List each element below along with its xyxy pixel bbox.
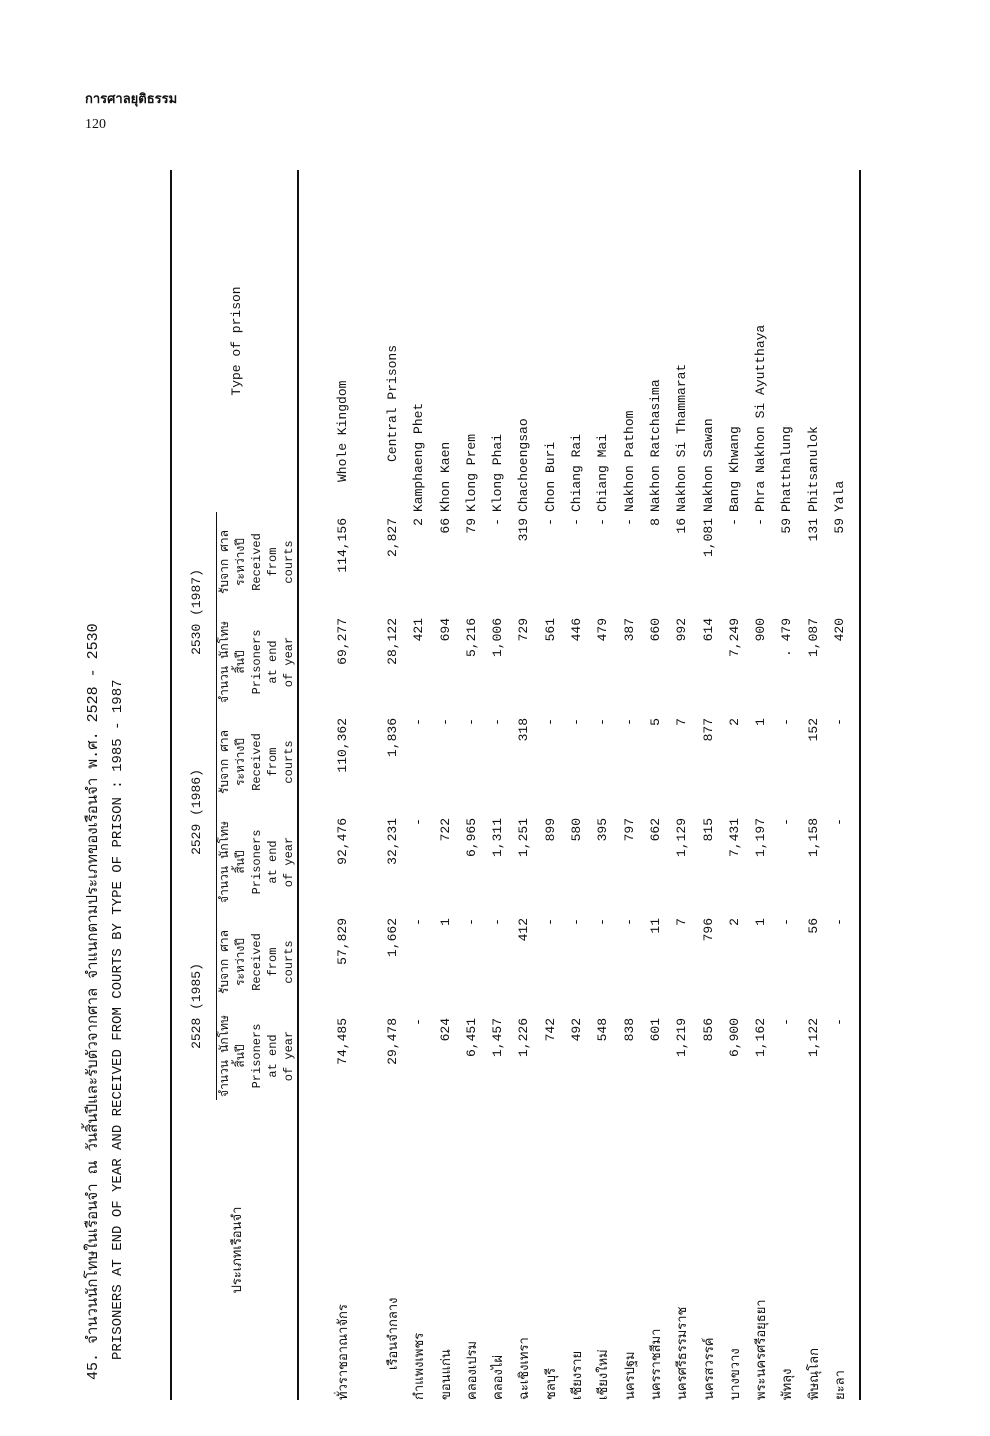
table-cell: 2,827 [384, 518, 400, 558]
group-label-english: Central Prisons [384, 344, 400, 462]
table-cell: 1,836 [384, 718, 400, 758]
table-cell: 5,216 [463, 618, 479, 658]
row-label-english: Phatthalung [779, 426, 795, 512]
table-cell: 16 [674, 518, 690, 534]
table-cell: - [411, 818, 427, 826]
table-cell: 387 [621, 618, 637, 642]
table-cell: - [542, 918, 558, 926]
table-cell: 1,662 [384, 918, 400, 958]
table-cell: 742 [542, 1018, 558, 1042]
table-cell: 815 [700, 818, 716, 842]
table-cell: - [569, 918, 585, 926]
table-cell: 992 [674, 618, 690, 642]
table-cell: - [831, 918, 847, 926]
table-cell: 614 [700, 618, 716, 642]
table-cell: 548 [595, 1018, 611, 1042]
table-cell: 1,219 [674, 1018, 690, 1058]
table-cell: 900 [753, 618, 769, 642]
table-cell: 1,081 [700, 518, 716, 558]
table-cell: 1,006 [490, 618, 506, 658]
row-label-english: Kamphaeng Phet [411, 402, 427, 512]
table-cell: 319 [516, 518, 532, 542]
table-cell: 74,485 [334, 1018, 350, 1065]
table-cell: 1 [437, 918, 453, 926]
table-cell: 561 [542, 618, 558, 642]
header-type-english: Type of prison [229, 286, 244, 396]
table-row [590, 170, 616, 1400]
total-row [329, 170, 355, 1400]
row-label-thai: เชียงใหม่ [596, 1349, 612, 1400]
table-row [800, 170, 826, 1400]
row-label-english: Phitsanulok [805, 426, 821, 512]
table-cell: 79 [463, 518, 479, 534]
row-label-english: Bang Khwang [726, 426, 742, 512]
table-cell: 1,457 [490, 1018, 506, 1058]
table-cell: - [831, 718, 847, 726]
table-cell: 395 [595, 818, 611, 842]
table-row [695, 170, 721, 1400]
table-cell: - [490, 518, 506, 526]
table-cell: 601 [647, 1018, 663, 1042]
table-cell: 694 [437, 618, 453, 642]
row-label-thai: พัทลุง [780, 1368, 796, 1400]
table-cell: 56 [805, 918, 821, 934]
table-cell: 1 [753, 718, 769, 726]
row-label-thai: บางขวาง [727, 1348, 743, 1400]
table-row [747, 170, 773, 1400]
header-year-1987: 2530 (1987) [176, 512, 217, 712]
table-cell: 131 [805, 518, 821, 542]
table-cell: - [411, 1018, 427, 1026]
table-cell: 797 [621, 818, 637, 842]
subheader-received-1986: รับจาก ศาล ระหว่างปี Received from courts [218, 730, 296, 795]
table-cell: 8 [647, 518, 663, 526]
table-cell: - [490, 718, 506, 726]
table-cell: 69,277 [334, 618, 350, 665]
prisoners-table [176, 170, 861, 1400]
header-type-thai: ประเภทเรือนจำ [230, 1206, 245, 1294]
row-label-english: Chon Buri [542, 441, 558, 512]
table-cell: 92,476 [334, 818, 350, 865]
subheader-prisoners-1986: จำนวน นักโทษ สิ้นปี Prisoners at end of year [218, 821, 296, 903]
table-cell: - [542, 518, 558, 526]
table-row [721, 170, 747, 1400]
row-label-english: Nakhon Ratchasima [647, 379, 663, 512]
row-label-english: Nakhon Sawan [700, 418, 716, 512]
table-cell: 1,129 [674, 818, 690, 858]
table-cell: 114,156 [334, 518, 350, 573]
row-label-thai: คลองไผ่ [491, 1355, 507, 1400]
table-cell: 5 [647, 718, 663, 726]
page-header: การศาลยุติธรรม [85, 91, 178, 106]
table-cell: 7,249 [726, 618, 742, 658]
table-cell: 1 [753, 918, 769, 926]
table-cell: - [779, 1018, 795, 1026]
table-row [484, 170, 510, 1400]
table-cell: 6,451 [463, 1018, 479, 1058]
table-row [826, 170, 852, 1400]
subheader-prisoners-1985: จำนวน นักโทษ สิ้นปี Prisoners at end of year [218, 1015, 296, 1097]
table-body [298, 170, 860, 1400]
table-row [616, 170, 642, 1400]
table-cell: 110,362 [334, 718, 350, 773]
table-cell: 446 [569, 618, 585, 642]
row-label-thai: นครศรีธรรมราช [675, 1306, 691, 1400]
table-cell: 6,965 [463, 818, 479, 858]
table-row [458, 170, 484, 1400]
table-cell: - [779, 918, 795, 926]
table-cell: 1,087 [805, 618, 821, 658]
row-label-english: Yala [831, 480, 847, 512]
table-cell: 1,158 [805, 818, 821, 858]
table-number: 45. [85, 1352, 102, 1380]
table-cell: - [595, 718, 611, 726]
table-cell: 59 [831, 518, 847, 534]
row-label-english: Chiang Mai [595, 433, 611, 512]
table-cell: - [411, 718, 427, 726]
row-label-english: Klong Phai [490, 433, 506, 512]
table-cell: 838 [621, 1018, 637, 1042]
table-cell: 877 [700, 718, 716, 742]
table-cell: 662 [647, 818, 663, 842]
header-year-1986: 2529 (1986) [176, 712, 217, 912]
table-cell: 11 [647, 918, 663, 934]
page-number: 120 [85, 117, 106, 132]
table-cell: - [490, 918, 506, 926]
rotated-table-region [80, 170, 960, 1400]
table-cell: 722 [437, 818, 453, 842]
table-cell: 1,226 [516, 1018, 532, 1058]
table-cell: 1,197 [753, 818, 769, 858]
table-row [406, 170, 432, 1400]
subheader-received-1987: รับจาก ศาล ระหว่างปี Received from courts [218, 530, 296, 595]
row-label-thai: พระนครศรีอยุธยา [754, 1299, 770, 1400]
row-label-english: Klong Prem [463, 433, 479, 512]
table-row [537, 170, 563, 1400]
total-label-english: Whole Kingdom [334, 380, 350, 482]
row-label-english: Nakhon Pathom [621, 410, 637, 512]
row-label-thai: นครสวรรค์ [701, 1337, 717, 1400]
table-cell: - [569, 718, 585, 726]
table-cell: 32,231 [384, 818, 400, 865]
table-cell: 6,900 [726, 1018, 742, 1058]
table-title [80, 623, 126, 1380]
table-cell: - [831, 1018, 847, 1026]
row-label-thai: กำแพงเพชร [412, 1332, 428, 1400]
table-cell: 1,251 [516, 818, 532, 858]
row-label-thai: คลองเปรม [464, 1340, 480, 1400]
table-cell: 899 [542, 818, 558, 842]
row-label-thai: นครปฐม [622, 1351, 638, 1400]
table-cell: - [463, 718, 479, 726]
title-english: PRISONERS AT END OF YEAR AND RECEIVED FROM COURTS BY TYPE OF PRISON : 1985 - 1987 [110, 679, 126, 1360]
table-cell: - [595, 518, 611, 526]
table-cell: 66 [437, 518, 453, 534]
table-row [669, 170, 695, 1400]
table-cell: 1,311 [490, 818, 506, 858]
table-cell: - [569, 518, 585, 526]
table-cell: . 479 [779, 618, 795, 658]
table-cell: 2 [726, 718, 742, 726]
table-cell: 7,431 [726, 818, 742, 858]
table-cell: 28,122 [384, 618, 400, 665]
table-cell: - [621, 918, 637, 926]
table-cell: 421 [411, 618, 427, 642]
table-cell: 1,122 [805, 1018, 821, 1058]
row-label-thai: นครราชสีมา [648, 1328, 664, 1400]
table-cell: - [595, 918, 611, 926]
table-cell: - [779, 818, 795, 826]
table-cell: 624 [437, 1018, 453, 1042]
table-row [563, 170, 589, 1400]
table-cell: 7 [674, 718, 690, 726]
table-cell: 580 [569, 818, 585, 842]
table-cell: 2 [411, 518, 427, 526]
row-label-thai: ฉะเชิงเทรา [517, 1337, 533, 1400]
title-thai: จำนวนนักโทษในเรือนจำ ณ วันสิ้นปีและรับตัวจากศาล จำแนกตามประเภทของเรือนจำ พ.ศ. 2528 - 2530 [85, 623, 102, 1344]
row-label-thai: ขอนแก่น [438, 1349, 454, 1400]
table-cell: 856 [700, 1018, 716, 1042]
row-label-english: Nakhon Si Thammarat [674, 363, 690, 512]
row-label-english: Khon Kaen [437, 441, 453, 512]
table-cell: 796 [700, 918, 716, 942]
table-cell: 57,829 [334, 918, 350, 965]
table-row [511, 170, 537, 1400]
table-cell: - [411, 918, 427, 926]
row-label-english: Chachoengsao [516, 418, 532, 512]
top-rule [170, 170, 172, 1400]
table-cell: - [621, 718, 637, 726]
total-label-thai: ทั่วราชอาณาจักร [335, 1304, 351, 1400]
table-cell: 318 [516, 718, 532, 742]
row-label-english: Chiang Rai [569, 433, 585, 512]
table-cell: - [726, 518, 742, 526]
table-cell: 420 [831, 618, 847, 642]
table-row [432, 170, 458, 1400]
table-cell: 2 [726, 918, 742, 926]
table-cell: 29,478 [384, 1018, 400, 1065]
table-cell: - [779, 718, 795, 726]
row-label-thai: พิษณุโลก [806, 1347, 822, 1400]
table-cell: 59 [779, 518, 795, 534]
table-row [774, 170, 800, 1400]
subheader-prisoners-1987: จำนวน นักโทษ สิ้นปี Prisoners at end of year [218, 621, 296, 703]
row-label-thai: เชียงราย [570, 1350, 586, 1400]
table-cell: 479 [595, 618, 611, 642]
table-cell: 492 [569, 1018, 585, 1042]
table-cell: - [621, 518, 637, 526]
row-label-thai: ยะลา [832, 1370, 848, 1400]
group-label-thai: เรือนจำกลาง [385, 1297, 401, 1370]
row-label-thai: ชลบุรี [543, 1367, 559, 1400]
header-year-1985: 2528 (1985) [176, 912, 217, 1100]
table-cell: - [463, 918, 479, 926]
table-cell: - [437, 718, 453, 726]
table-cell: - [753, 518, 769, 526]
table-cell: 7 [674, 918, 690, 926]
table-cell: 412 [516, 918, 532, 942]
table-cell: - [542, 718, 558, 726]
table-row [642, 170, 668, 1400]
group-row [379, 170, 405, 1400]
table-cell: 1,162 [753, 1018, 769, 1058]
table-cell: 660 [647, 618, 663, 642]
table-cell: - [831, 818, 847, 826]
subheader-received-1985: รับจาก ศาล ระหว่างปี Received from courts [218, 930, 296, 995]
table-cell: 729 [516, 618, 532, 642]
table-cell: 152 [805, 718, 821, 742]
row-label-english: Phra Nakhon Si Ayutthaya [753, 324, 769, 512]
